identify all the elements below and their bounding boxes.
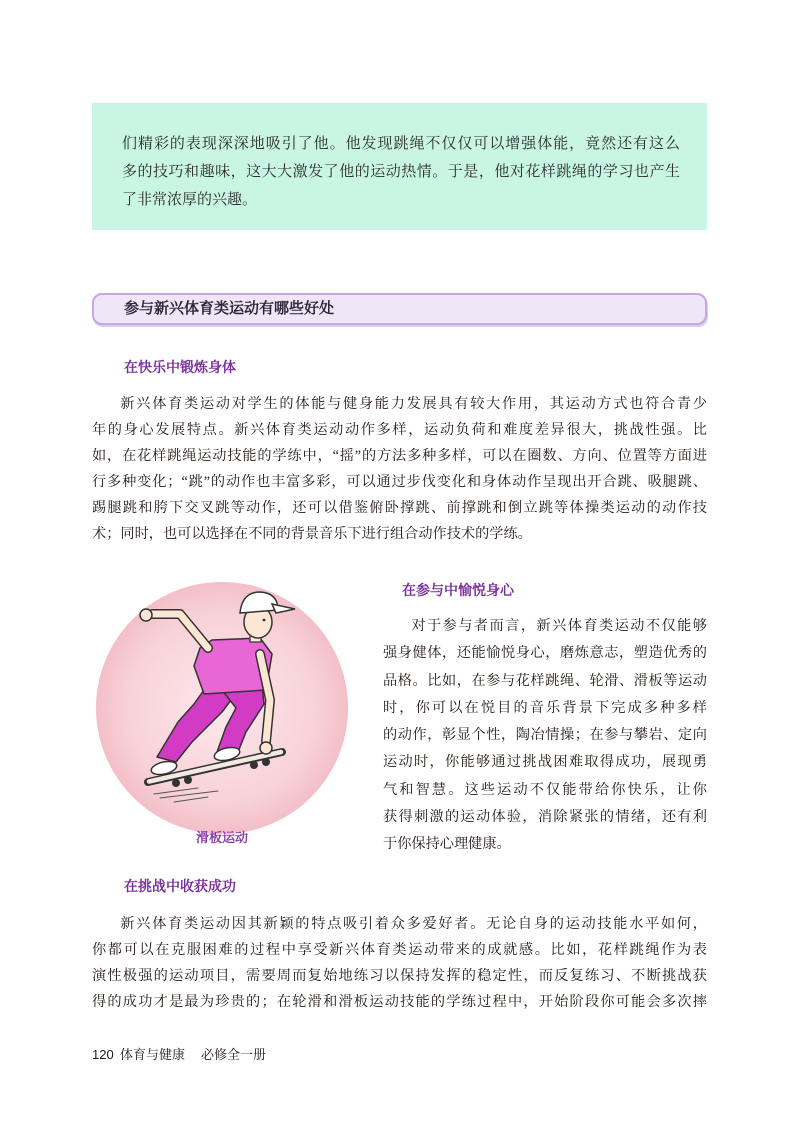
- paragraph-line: 获得刺激的运动体验，消除紧张的情绪，还有利: [383, 808, 707, 825]
- figure-caption: 滑板运动: [195, 830, 248, 845]
- section-header-bar: [92, 293, 707, 325]
- book-volume: 必修全一册: [201, 1047, 267, 1062]
- paragraph-line: 气和智慧。这些运动不仅能带给你快乐，让你: [383, 781, 707, 798]
- paragraph-line: 如，在花样跳绳运动技能的学练中，“摇”的方法多种多样，可以在圈数、方向、位置等方面进: [92, 448, 707, 464]
- section-title: 参与新兴体育类运动有哪些好处: [124, 300, 335, 317]
- subsection-heading: 在快乐中锻炼身体: [124, 359, 236, 375]
- skater-eye: [263, 619, 266, 622]
- paragraph-line: 新兴体育类运动对学生的体能与健身能力发展具有较大作用，其运动方式也符合青少: [120, 396, 707, 412]
- story-line: 了非常浓厚的兴趣。: [122, 190, 258, 208]
- skateboard-wheel: [172, 779, 180, 787]
- skateboard-wheel: [184, 776, 192, 784]
- paragraph-line: 时，你可以在悦目的音乐背景下完成多种多样: [383, 699, 707, 716]
- subsection-heading: 在参与中愉悦身心: [402, 582, 514, 598]
- story-box: [92, 103, 707, 230]
- story-line: 们精彩的表现深深地吸引了他。他发现跳绳不仅仅可以增强体能，竟然还有这么: [122, 134, 680, 152]
- page-number: 120: [92, 1047, 114, 1062]
- paragraph-line: 品格。比如，在参与花样跳绳、轮滑、滑板等运动: [383, 672, 707, 689]
- paragraph-line: 踢腿跳和胯下交叉跳等动作，还可以借鉴俯卧撑跳、前撑跳和倒立跳等体操类运动的动作技: [92, 500, 707, 516]
- paragraph-line: 年的身心发展特点。新兴体育类运动动作多样，运动负荷和难度差异很大，挑战性强。比: [92, 422, 707, 438]
- paragraph-line: 新兴体育类运动因其新颖的特点吸引着众多爱好者。无论自身的运动技能水平如何，: [120, 916, 707, 932]
- paragraph-line: 强身健体，还能愉悦身心，磨炼意志，塑造优秀的: [383, 645, 707, 662]
- paragraph-line: 于你保持心理健康。: [383, 836, 511, 852]
- paragraph: [92, 391, 707, 547]
- paragraph-line: 你都可以在克服困难的过程中享受新兴体育类运动带来的成就感。比如，花样跳绳作为表: [92, 942, 707, 958]
- paragraph-line: 运动时，你能够通过挑战困难取得成功，展现勇: [383, 754, 707, 771]
- story-line: 多的技巧和趣味，这大大激发了他的运动热情。于是，他对花样跳绳的学习也产生: [122, 162, 680, 180]
- skateboard-wheel: [262, 758, 270, 766]
- skateboard-wheel: [250, 761, 258, 769]
- paragraph-line: 得的成功才是最为珍贵的；在轮滑和滑板运动技能的学练过程中，开始阶段你可能会多次摔: [92, 994, 707, 1010]
- lowered-hand: [260, 742, 272, 754]
- paragraph-line: 术；同时，也可以选择在不同的背景音乐下进行组合动作技术的学练。: [92, 526, 532, 542]
- raised-hand: [140, 609, 152, 621]
- paragraph: [92, 911, 707, 1015]
- skateboarder-illustration: [94, 582, 350, 838]
- paragraph-line: 行多种变化；“跳”的动作也丰富多彩，可以通过步伐变化和身体动作呈现出开合跳、吸腿跳、: [92, 474, 707, 490]
- paragraph: [383, 613, 707, 858]
- paragraph-line: 的动作，彰显个性，陶冶情操；在参与攀岩、定向: [383, 727, 707, 743]
- paragraph-line: 演性极强的运动项目，需要周而复始地练习以保持发挥的稳定性，而反复练习、不断挑战获: [92, 968, 707, 984]
- paragraph-line: 对于参与者而言，新兴体育类运动不仅能够: [411, 618, 707, 634]
- book-title: 体育与健康: [120, 1047, 186, 1062]
- subsection-heading: 在挑战中收获成功: [124, 878, 236, 894]
